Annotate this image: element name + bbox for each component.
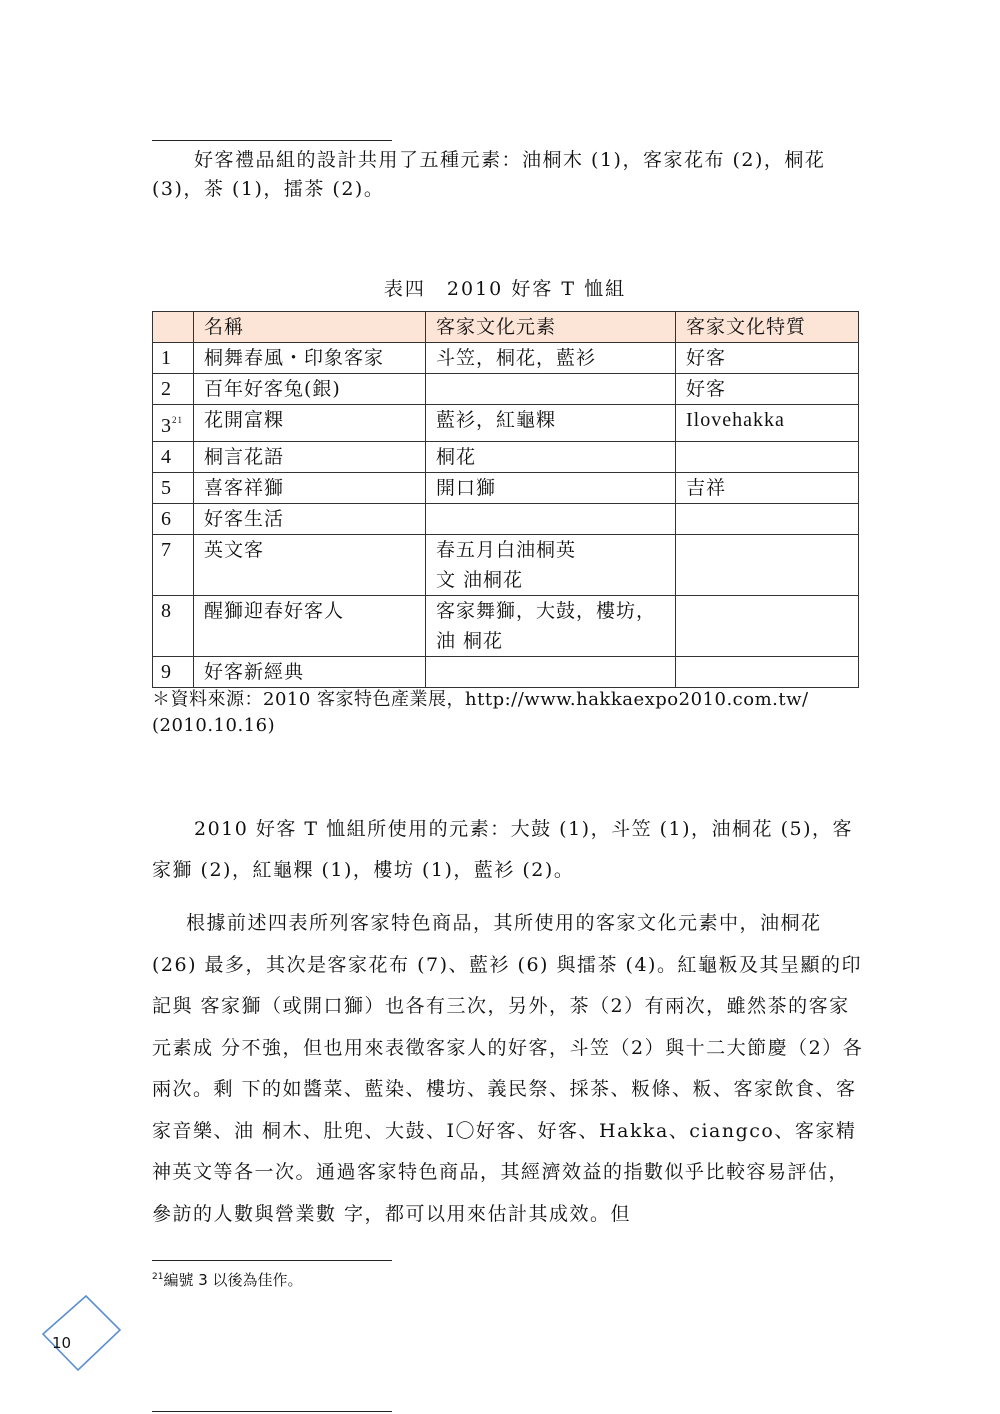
table-cell: 百年好客兔(銀): [194, 374, 426, 405]
table-cell: 藍衫，紅龜粿: [426, 405, 676, 442]
table-cell: 花開富粿: [194, 405, 426, 442]
table-cell: 桐舞春風・印象客家: [194, 343, 426, 374]
row-number: 8: [153, 596, 194, 657]
source-line-1: ＊資料來源：2010 客家特色產業展，http://www.hakkaexpo2010.com.tw/: [152, 689, 809, 710]
table-header-cell: 名稱: [194, 312, 426, 343]
row-number: 1: [153, 343, 194, 374]
tshirt-table: [152, 311, 859, 688]
table-footnote-ref: 21: [172, 415, 183, 425]
table-cell: 好客新經典: [194, 657, 426, 688]
table-cell: [676, 535, 859, 596]
table-cell: 吉祥: [676, 473, 859, 504]
table-header-cell: [153, 312, 194, 343]
table-header-row: [153, 312, 859, 343]
table-cell: 春五月白油桐英 文 油桐花: [426, 535, 676, 596]
table-cell: 開口獅: [426, 473, 676, 504]
table-cell: 好客: [676, 374, 859, 405]
table-cell: [676, 596, 859, 657]
table-row: [153, 374, 859, 405]
table-row: [153, 535, 859, 596]
source-line-2: (2010.10.16): [152, 715, 276, 736]
footnote-rule: [152, 1260, 392, 1261]
table-row: [153, 343, 859, 374]
table-cell: 客家舞獅，大鼓，樓坊， 油 桐花: [426, 596, 676, 657]
intro-paragraph: [152, 146, 868, 204]
analysis-text: 根據前述四表所列客家特色商品，其所使用的客家文化元素中，油桐花 (26) 最多，其次是客家花布 (7)、藍衫 (6) 與擂茶 (4)。紅龜粄及其呈顯的印記與 客家獅（或開口獅）也各有三次，另外，茶（2）有兩次，雖然茶的客家元素成 分不強，但也用來表徵客家人的好客，斗笠（2）與十二大節慶（2）各兩次。剩 下的如醬菜、藍染、樓坊、義民祭、採茶、粄條、粄、客家飲食、客家音樂、油 桐木、肚兜、大鼓、I〇好客、好客、Hakka、ciangco、客家精神英文等各一次。通過客家特色商品，其經濟效益的指數似乎比較容易評估，參訪的人數與營業數 字，都可以用來估計其成效。但: [152, 912, 864, 1225]
page-number: 10: [52, 1334, 72, 1352]
table-row: [153, 442, 859, 473]
table-cell: [426, 504, 676, 535]
table-cell: 喜客祥獅: [194, 473, 426, 504]
table-cell: [426, 374, 676, 405]
footnote: [152, 1269, 303, 1290]
bottom-rule: [152, 1411, 392, 1412]
table-cell: 英文客: [194, 535, 426, 596]
table-header-cell: 客家文化元素: [426, 312, 676, 343]
footnote-marker: 21: [152, 1272, 164, 1282]
row-number: 3$^{21}$: [153, 405, 194, 442]
footnote-text: 編號 3 以後為佳作。: [163, 1271, 303, 1289]
row-number: 7: [153, 535, 194, 596]
table-row: [153, 657, 859, 688]
table-cell: 好客生活: [194, 504, 426, 535]
top-footnote-rule: [152, 140, 392, 141]
table-row: [153, 504, 859, 535]
table-cell: [426, 657, 676, 688]
intro-text: 好客禮品組的設計共用了五種元素：油桐木 (1)，客家花布 (2)，桐花 (3)，茶 (1)，擂茶 (2)。: [152, 149, 826, 200]
table-cell: [676, 657, 859, 688]
table-cell: Ilovehakka: [676, 405, 859, 442]
table-cell: [676, 504, 859, 535]
row-number: 6: [153, 504, 194, 535]
table-cell: 桐花: [426, 442, 676, 473]
row-number: 5: [153, 473, 194, 504]
table-header-cell: 客家文化特質: [676, 312, 859, 343]
row-number: 2: [153, 374, 194, 405]
table-source-note: [152, 687, 852, 739]
table-cell: 好客: [676, 343, 859, 374]
row-number: 9: [153, 657, 194, 688]
table-row: [153, 405, 859, 442]
analysis-paragraph: [152, 903, 868, 1235]
row-number: 4: [153, 442, 194, 473]
page-badge-icon: [40, 1292, 122, 1374]
elements-paragraph: [152, 809, 868, 891]
table-cell: 醒獅迎春好客人: [194, 596, 426, 657]
elements-text: 2010 好客 T 恤組所使用的元素：大鼓 (1)，斗笠 (1)，油桐花 (5)，客家獅 (2)，紅龜粿 (1)，樓坊 (1)，藍衫 (2)。: [152, 818, 854, 881]
table-cell: 桐言花語: [194, 442, 426, 473]
table-cell: [676, 442, 859, 473]
table-cell: 斗笠，桐花，藍衫: [426, 343, 676, 374]
table-row: [153, 596, 859, 657]
table-row: [153, 473, 859, 504]
table-caption: 表四 2010 好客 T 恤組: [383, 278, 627, 300]
